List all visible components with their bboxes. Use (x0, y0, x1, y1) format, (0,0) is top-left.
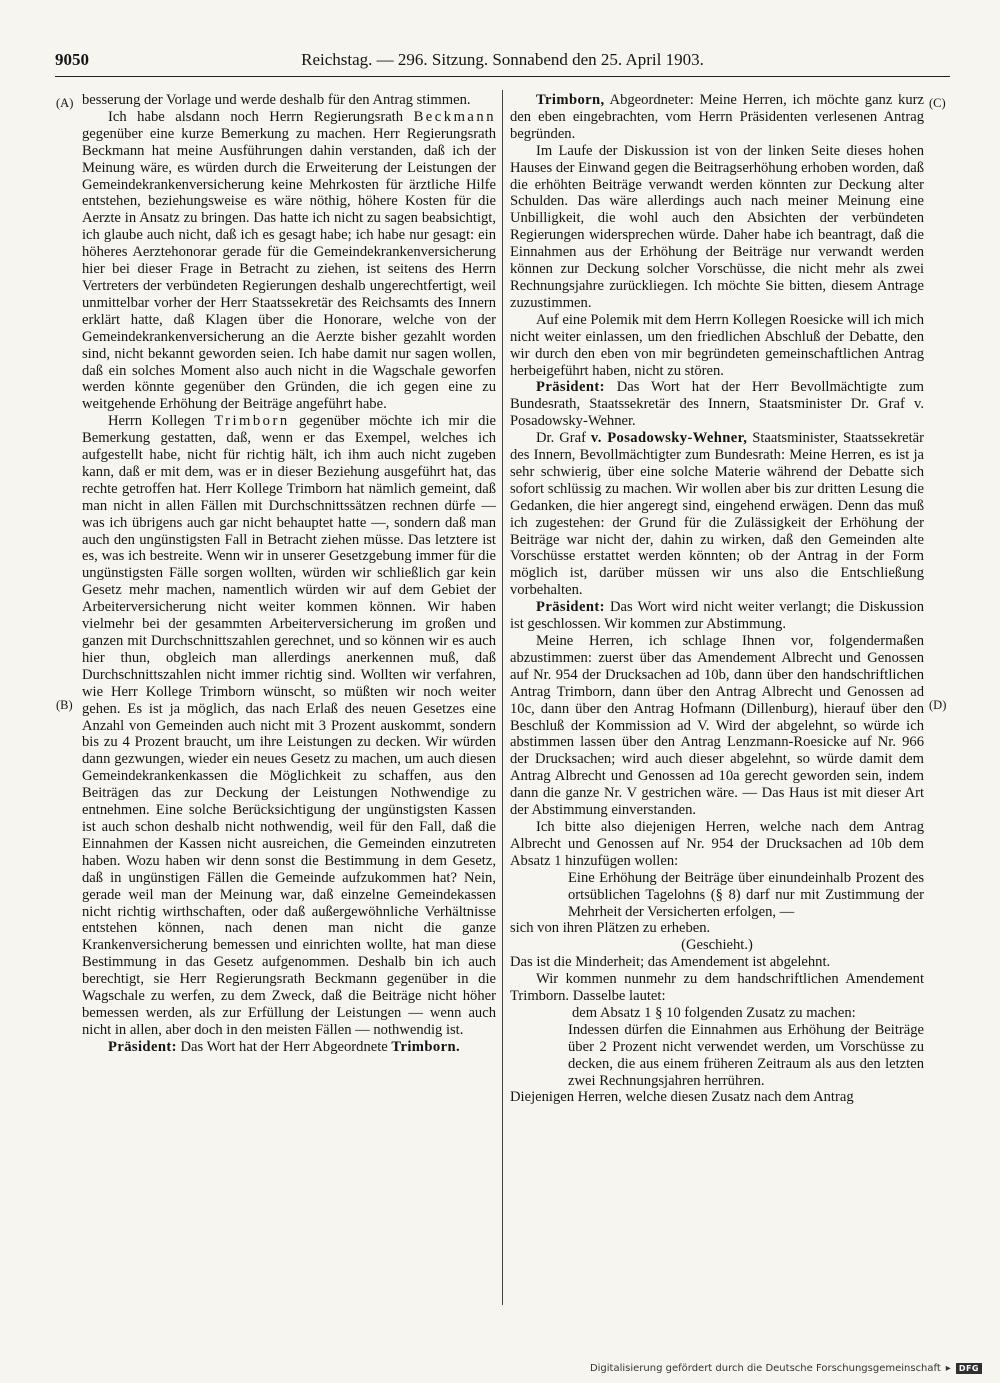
margin-marker-d: (D) (929, 698, 947, 712)
stage-direction: (Geschieht.) (681, 937, 753, 954)
page-title: Reichstag. — 296. Sitzung. Sonnabend den 25. April 1903. (301, 50, 704, 69)
paragraph: besserung der Vorlage und werde deshalb für den Antrag stimmen. (82, 92, 471, 108)
person-name: Beckmann (413, 108, 496, 125)
quoted-amendment: Eine Erhöhung der Beiträge über einundeinhalb Prozent des ortsüblichen Tagelohns (§ 8) darf nur mit Zustimmung der Mehrheit der Versicherten erfolgen, — (568, 869, 924, 920)
page-number: 9050 (55, 50, 89, 69)
paragraph: Herrn Kollegen Trimborn gegenüber möchte ich mir die Bemerkung gestatten, daß, wenn er das Exempel, welches ich aufgestellt habe, nicht für richtig hält, ich ihm auch nicht zugeben kann, daß er mit dem, was er in dieser Beziehung ausgeführt hat, das rechte getroffen hat. Herr Kollege Trimborn hat nämlich gemeint, daß man nicht in allen Fällen mit Durchschnittssätzen rechnen dürfe — was ich übrigens auch gar nicht behauptet hatte —, sondern daß man auch den ungünstigsten Fall in Betracht ziehen müsse. Das letztere ist es, was ich bestreite. Wenn wir in unserer Gesetzgebung immer für die ungünstigsten Fälle sorgen wollten, würden wir schließlich gar kein Gesetz mehr machen, namentlich würden wir auf dem Gebiet der Arbeiterversicherung nicht weiter kommen können. Wir haben vielmehr bei der gesammten Arbeiterversicherung im großen und ganzen mit Durchschnittszahlen gerechnet, und so können wir es auch hier thun, obgleich man allerdings anerkennen muß, daß Durchschnittszahlen nicht immer richtig sind. Wollten wir verfahren, wie Herr Kollege Trimborn wünscht, so müßten wir noch weiter gehen. Es ist ja möglich, das nach Erlaß des neuen Gesetzes eine Anzahl von Gemeinden auch nicht mit 3 Prozent auskommt, sondern bis zu 4 Prozent braucht, um ihre Leistungen zu decken. Wir würden dann gezwungen, wieder ein neues Gesetz zu machen, um auch diesen Gemeindekrankenkassen die Möglichkeit zu schaffen, aus den Beiträgen das zur Deckung der Leistungen Nothwendige zu entnehmen. Eine solche Berücksichtigung der ungünstigsten Kassen ist auch schon deshalb nicht nothwendig, weil für den Fall, daß die Einnahmen der Kassen nicht ausreichen, die Gemeinden einzutreten haben. Wozu haben wir denn sonst die Bestimmung in dem Gesetz, daß in ungünstigen Fällen die Gemeinde aufzukommen hat? Nein, gerade weil man der Meinung war, daß einzelne Gemeindekassen nicht richtig wirthschaften, oder daß außergewöhnliche Verhältnisse entstehen können, nach denen man nicht die ganze Krankenversicherung bemessen und einrichten wollte, hat man diese Bestimmung in das Gesetz aufgenommen. Deshalb bin ich auch berechtigt, sie Herr Regierungsrath Beckmann gegenüber in die Wagschale zu werfen, zu dem Zweck, daß die Beiträge nicht höher bemessen werden, als zur Erfüllung der Leistungen — wenn auch nicht in allen, aber doch in den meisten Fällen — nothwendig ist. (82, 413, 496, 1038)
arrow-icon: ▸ (945, 1363, 951, 1374)
paragraph: Das ist die Minderheit; das Amendement ist abgelehnt. (510, 954, 831, 971)
speaker-label: Präsident: (536, 379, 605, 396)
paragraph: Auf eine Polemik mit dem Herrn Kollegen Roesicke will ich mich nicht weiter einlassen, um den friedlichen Abschluß der Debatte, den wir durch den eben von mir begründeten gemeinschaftlichen Antrag herbeigeführt haben, nicht zu stören. (510, 311, 924, 379)
speaker-label: Trimborn, (536, 92, 605, 108)
speaker-label: Präsident: (108, 1038, 177, 1055)
left-column (82, 92, 496, 1056)
paragraph: Diejenigen Herren, welche diesen Zusatz nach dem Antrag (510, 1089, 854, 1106)
margin-marker-b: (B) (56, 698, 73, 712)
paragraph: Präsident: Das Wort hat der Herr Bevollmächtigte zum Bundesrath, Staatssekretär des Innern, Staatsminister Dr. Graf v. Posadowsky-Wehner. (510, 379, 924, 430)
person-name: Trimborn (214, 413, 290, 430)
column-divider (502, 90, 503, 1305)
header-divider (55, 76, 950, 77)
margin-marker-c: (C) (929, 96, 946, 110)
speaker-label: Präsident: (536, 599, 605, 616)
paragraph: Präsident: Das Wort wird nicht weiter verlangt; die Diskussion ist geschlossen. Wir kommen zur Abstimmung. (510, 599, 924, 633)
footer (590, 1363, 982, 1374)
paragraph: dem Absatz 1 § 10 folgenden Zusatz zu machen: (572, 1004, 856, 1021)
speaker-name: Trimborn. (391, 1038, 461, 1055)
footer-text: Digitalisierung gefördert durch die Deutsche Forschungsgemeinschaft (589, 1363, 941, 1374)
page-header (55, 48, 950, 72)
paragraph: Wir kommen nunmehr zu dem handschriftlichen Amendement Trimborn. Dasselbe lautet: (510, 971, 924, 1005)
paragraph: sich von ihren Plätzen zu erheben. (510, 920, 711, 937)
paragraph: Trimborn, Abgeordneter: Meine Herren, ich möchte ganz kurz den eben eingebrachten, vom Herrn Präsidenten verlesenen Antrag begründen. (510, 92, 924, 142)
margin-marker-a: (A) (56, 96, 74, 110)
paragraph: Im Laufe der Diskussion ist von der linken Seite dieses hohen Hauses der Einwand gegen die Beitragserhöhung erhoben worden, daß die erhöhten Beiträge verwandt werden könnten zur Deckung alter Schulden. Das wäre allerdings auch nach meiner Meinung eine Unbilligkeit, die wohl auch den Absichten der verbündeten Regierungen widersprechen würde. Daher habe ich beantragt, daß die Einnahmen aus der Erhöhung der Beiträge nur verwandt werden können zur Deckung solcher Vorschüsse, die nicht mehr als zwei Rechnungsjahre zurückliegen. Ich möchte Sie bitten, diesem Antrage zuzustimmen. (510, 142, 924, 311)
dfg-logo: DFG (956, 1363, 982, 1374)
quoted-amendment: Indessen dürfen die Einnahmen aus Erhöhung der Beiträge über 2 Prozent nicht verwendet werden, um Vorschüsse zu decken, die aus einem früheren Zeitraum als aus den letzten zwei Rechnungsjahren herrühren. (568, 1021, 924, 1089)
paragraph: Meine Herren, ich schlage Ihnen vor, folgendermaßen abzustimmen: zuerst über das Amendement Albrecht und Genossen auf Nr. 954 der Drucksachen ad 10b, dann über den handschriftlichen Antrag Trimborn, dann über den Antrag Albrecht und Genossen ad 10c, dann über den Antrag Hofmann (Dillenburg), hierauf über den Beschluß der Kommission ad V. Wird der abgelehnt, so würde ich abstimmen lassen über den Antrag Lenzmann-Roesicke auf Nr. 966 der Drucksachen; wird auch dieser abgelehnt, so würde damit dem Antrag Albrecht und Genossen ad 10a gerecht geworden sein, indem dann die ganze Nr. V gestrichen wäre. — Das Haus ist mit dieser Art der Abstimmung einverstanden. (510, 633, 924, 819)
paragraph: Ich habe alsdann noch Herrn Regierungsrath Beckmann gegenüber eine kurze Bemerkung zu machen. Herr Regierungsrath Beckmann hat meine Ausführungen dahin verstanden, daß ich der Meinung wäre, es würden durch die Erweiterung der Leistungen der Gemeindekrankenversicherung keine Mehrkosten für ärztliche Hilfe entstehen, beziehungsweise es wäre nöthig, höhere Kosten für die Aerzte in Ansatz zu bringen. Das hatte ich nicht zu sagen beabsichtigt, ich glaube auch nicht, daß ich es gesagt habe; ich habe nur gesagt: ein höheres Aerztehonorar gerade für die Gemeindekrankenversicherung hier bei dieser Frage in Betracht zu ziehen, ist seitens des Herrn Vertreters der verbündeten Regierungen deshalb ungerechtfertigt, weil unmittelbar vorher der Herr Staatssekretär des Reichsamts des Innern erklärt hatte, daß Klagen über die Honorare, welche von der Gemeindekrankenversicherung an die Aerzte bisher gezahlt worden sind, nicht bekannt geworden seien. Ich habe damit nur sagen wollen, daß ein solches Moment also auch nicht in die Wagschale geworfen werden könnte gegenüber den Gründen, die ich gegen eine zu weitgehende Erhöhung der Beiträge angeführt habe. (82, 108, 496, 413)
speaker-label: v. Posadowsky-Wehner, (590, 430, 748, 447)
paragraph: Präsident: Das Wort hat der Herr Abgeordnete Trimborn. (108, 1038, 461, 1055)
paragraph: Ich bitte also diejenigen Herren, welche nach dem Antrag Albrecht und Genossen auf Nr. 954 der Drucksachen ad 10b dem Absatz 1 hinzufügen wollen: (510, 818, 924, 869)
right-column (510, 92, 924, 1106)
paragraph: Dr. Graf v. Posadowsky-Wehner, Staatsminister, Staatssekretär des Innern, Bevollmächtigter zum Bundesrath: Meine Herren, es ist ja sehr schwierig, über eine solche Materie während der Debatte sich sofort schlüssig zu machen. Wir wollen aber bis zur dritten Lesung die Gedanken, die hier angeregt sind, eingehend erwägen. Denn das muß ich zugestehen: der Grund für die Zulässigkeit der Erhöhung der Beiträge war nicht der, dahin zu wirken, daß den Gemeinden alte Vorschüsse erstattet werden könnten; ob der Antrag in der Form möglich ist, darüber müssen wir uns also die Entschließung vorbehalten. (510, 430, 924, 599)
